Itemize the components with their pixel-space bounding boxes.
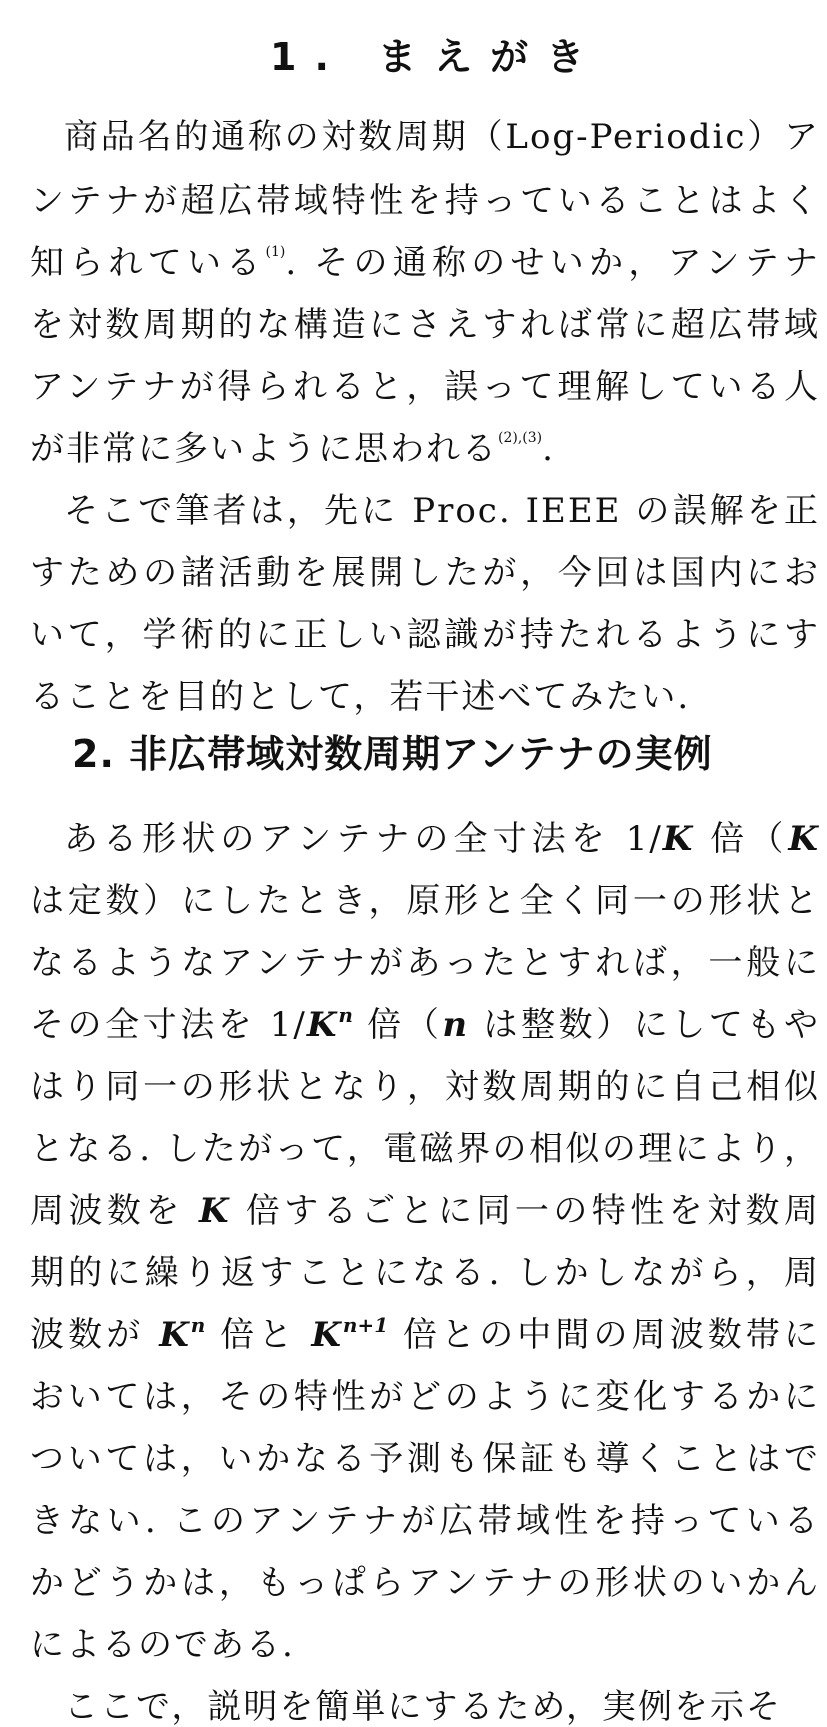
paragraph-line: が非常に多いように思われる$^{(2),(3)}$. xyxy=(30,429,555,469)
paragraph-line: そこで筆者は，先に Proc. IEEE の誤解を正 xyxy=(64,491,820,531)
paragraph-line: 知られている$^{(1)}$. その通称のせいか，アンテナ xyxy=(30,243,820,283)
section-1-heading: 1. まえがき xyxy=(270,35,603,79)
paragraph-line: 商品名的通称の対数周期（Log-Periodic）ア xyxy=(64,117,820,157)
paragraph-line: は定数）にしたとき，原形と全く同一の形状と xyxy=(30,881,820,921)
paragraph-line: ることを目的として，若干述べてみたい. xyxy=(30,677,691,717)
citation-ref: (1) xyxy=(265,244,286,260)
paragraph-line: なるようなアンテナがあったとすれば，一般に xyxy=(30,943,820,983)
paragraph-line: はり同一の形状となり，対数周期的に自己相似 xyxy=(30,1067,820,1107)
paragraph-line: いて，学術的に正しい認識が持たれるようにす xyxy=(30,615,820,655)
paragraph-line: ンテナが超広帯域特性を持っていることはよく xyxy=(30,181,820,221)
paragraph-line: すための諸活動を展開したが，今回は国内にお xyxy=(30,553,820,593)
citation-ref: (2),(3) xyxy=(498,430,543,446)
paragraph-line: 期的に繰り返すことになる. しかしながら，周 xyxy=(30,1253,820,1293)
paragraph-line: かどうかは，もっぱらアンテナの形状のいかん xyxy=(30,1563,820,1603)
section-2-heading: 2. 非広帯域対数周期アンテナの実例 xyxy=(72,732,713,776)
paragraph-line: となる. したがって，電磁界の相似の理により， xyxy=(30,1129,820,1169)
paragraph-line: きない. このアンテナが広帯域性を持っている xyxy=(30,1501,820,1541)
paragraph-line: によるのである. xyxy=(30,1625,295,1665)
paragraph-line: ここで，説明を簡単にするため，実例を示そ xyxy=(64,1687,782,1727)
paragraph-line: ある形状のアンテナの全寸法を 1/K 倍（K xyxy=(64,819,820,859)
paragraph-line: アンテナが得られると，誤って理解している人 xyxy=(30,367,820,407)
paragraph-line: その全寸法を $1/K^n$ 倍（n は整数）にしてもや xyxy=(30,1003,820,1045)
paragraph-line: ついては，いかなる予測も保証も導くことはで xyxy=(30,1439,820,1479)
paragraph-line: 波数が $K^n$ 倍と $K^{n+1}$ 倍との中間の周波数帯に xyxy=(30,1313,820,1355)
paragraph-line: を対数周期的な構造にさえすれば常に超広帯域 xyxy=(30,305,820,345)
paragraph-line: 周波数を K 倍するごとに同一の特性を対数周 xyxy=(30,1191,820,1231)
paragraph-line: おいては，その特性がどのように変化するかに xyxy=(30,1377,820,1417)
